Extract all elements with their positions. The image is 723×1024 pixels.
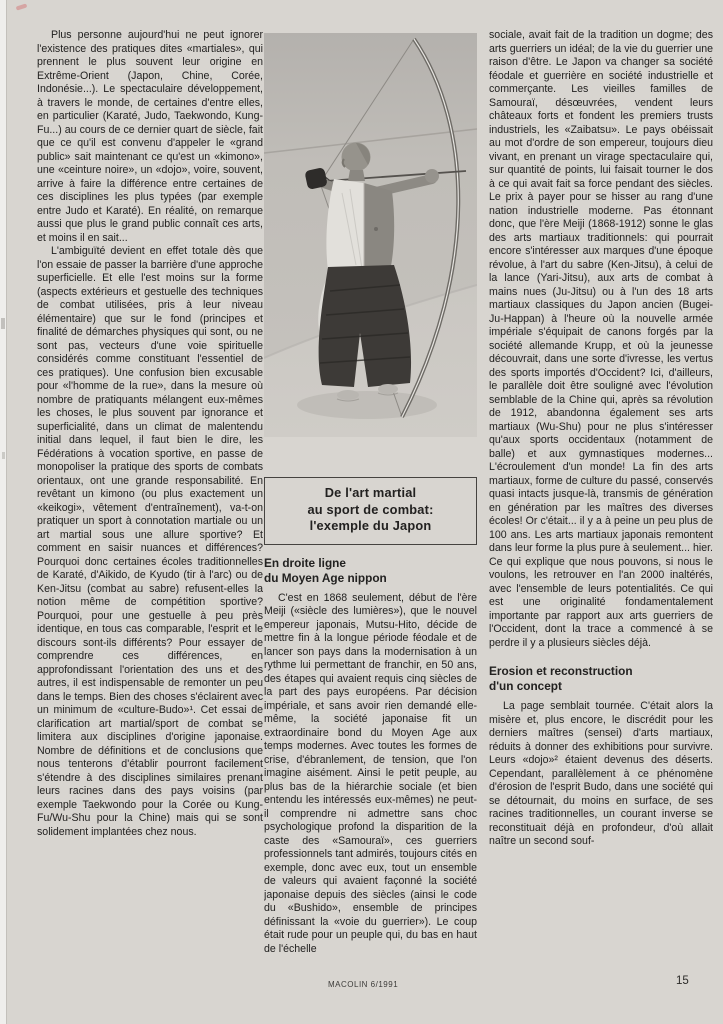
scan-edge-seam [6,0,7,1024]
scan-speck [2,452,5,459]
kyudo-archer-photo [264,33,477,437]
paragraph: L'ambiguïté devient en effet totale dès que l'on essaie de passer la barrière d'une approche superficielle. Et elle l'est moins sur la forme (aspects extérieurs et gestuelle des techniques de combat utilisées, pris à leur niveau élémentaire) que sur le fond (principes et finalité de démarches physiques qui sont, ou ne sont pas, vecteurs d'une voie spirituelle considérés comme constituant l'essentiel de ces pratiques). Une confusion bien excusable pour «l'homme de la rue», dans la mesure où nombre de pratiquants mélangent eux-mêmes les choses, le plus souvent par ignorance et superficialité, dans un climat de malentendu initial dans lequel, il faut bien le dire, les Fédérations à vocation sportive, en passe de monopoliser la pratique des sports de combats orientaux, ont une grande responsabilité. En revêtant un kimono (ou plus exactement un «keikogi», vêtement d'entraînement), va-t-on pratiquer un sport à connotation martiale ou un art martial sous une allure sportive? Et comment en saisir nuances et différences? Pourquoi donc certaines écoles traditionnelles de Karaté, d'Aikido, de Kyudo (tir à l'arc) ou de Ken-Jitsu (combat au sabre) refusent-elles la notion même de compétition sportive? Pourquoi, pour une gestuelle à peu près identique, en tous cas comparable, l'esprit et le discours sont-ils différents? Pour essayer de comprendre ces différences, en approfondissant l'orientation des uns et des autres, il est indispensable de remonter un peu dans le temps. Bien des choses s'éclairent avec un minimum de «culture-Budo»¹. Cet essai de clarification art martial/sport de combat se limitera aux disciplines d'origine japonaise. Nombre de définitions et de conclusions que nous tenterons d'établir pourront facilement s'étendre à des disciplines similaires prenant leurs racines dans des pays voisins (par exemple Taekwondo pour la Corée ou Kung-Fu/Wu-Shu pour la Chine) mais qui se sont solidement implantées chez nous. [37,245,263,838]
middle-column [264,29,477,979]
right-column [489,29,713,969]
section-heading [489,664,713,694]
paragraph: C'est en 1868 seulement, début de l'ère Meiji («siècle des lumières»), que le nouvel empereur japonais, Mutsu-Hito, décide de mettre fin à la longue période féodale et de lancer son pays dans la modernisation à un rythme lui permettant de franchir, en 50 ans, des étapes qui avaient requis cinq siècles de la part des pays européens. Par décision impériale, et sans avoir rien demandé elle-même, la société japonaise fit un extraordinaire bond du Moyen Age aux temps modernes. Avec toutes les formes de crise, d'ébranlement, de tension, que l'on imagine aisément. Ainsi le petit peuple, au plus bas de la hiérarchie sociale (et bien entendu les intéressés eux-mêmes) ne peut-il comprendre ni admettre sans choc psychologique profond la disparition de la caste des «Samouraï», ces guerriers professionnels tant admirés, toujours cités en exemple, donc avec eux, tout un ensemble de valeurs qui avaient façonné la société japonaise depuis des siècles (ainsi le code du «Bushido», ensemble de principes définissant la «voie du guerrier»). Le coup était rude pour un peuple qui, du bas en haut de l'échelle [264,591,477,955]
scan-speck [16,3,28,10]
paragraph: Plus personne aujourd'hui ne peut ignorer l'existence des pratiques dites «martiales», qui prennent le plus souvent leur origine en Extrême-Orient (Japon, Chine, Corée, Indonésie...). Le spectaculaire développement, à travers le monde, de certaines d'entre elles, en particulier (Karaté, Judo, Taekwondo, Kung-Fu...) au cours de ce dernier quart de siècle, fait que ce qu'il est convenu d'appeler le «grand public» sait maintenant ce qu'est un «kimono», une «ceinture noire», un «dojo», voire, souvent, arrive à faire la différence entre certaines de ces disciplines les plus typées (par exemple entre Judo et Karaté). En réalité, on remarque aussi que plus le grand public connaît ces arts, et moins il en sait... [37,29,263,244]
paragraph: sociale, avait fait de la tradition un dogme; des arts guerriers un idéal; de la vie du guerrier une raison d'être. Le Japon va changer sa société féodale et guerrière en société industrielle et commerçante. Les vieilles familles de Samouraï, désœuvrées, vendent leurs châteaux forts et fondent les premiers trusts industriels, les «Zaibatsu». Le pays obéissait au mot d'ordre de son empereur, toujours dieu vivant, en prenant un virage spectaculaire qui, sur quantité de points, lui faisait tourner le dos à ce qui avait fait sa force pendant des siècles. Le prix à payer pour se hisser au rang d'une nation industrielle moderne. Pas étonnant donc, que l'ère Meiji (1868-1912) sonne le glas des arts martiaux traditionnels: qui pourrait encore s'intéresser aux marques d'une époque révolue, à l'art du sabre (Ken-Jitsu), à celui de la lance (Yari-Jitsu), aux arts de combat à mains nues (Ju-Jitsu) ou à l'un des 18 arts martiaux classiques du Japon ancien (Bugei-Ju-Happan) à l'heure où la nouvelle armée impériale s'équipait de canons forgés par la société allemande Krupp, et où la jeunesse découvrait, dans une sorte d'ivresse, les vertus des sports importés d'Occident? Ici, d'ailleurs, le parallèle doit être souligné avec l'évolution semblable de la Chine qui, après sa révolution de 1912, abandonna également ses arts martiaux (Wu-Shu) pour ne plus s'intéresser qu'aux sports occidentaux (notamment de balle) et aux gymnastiques modernes... L'écroulement d'un monde! La fin des arts martiaux, forme de culture du passé, conservés quasi intacts jusque-là, transmis de génération en génération par les maîtres des diverses écoles! Or c'était... il y a à peine un peu plus de 100 ans. Les arts martiaux japonais remontent dans leur forme la plus pure à seulement... hier. Ce qui explique que nous pouvons, si nous le voulons, les retrouver en l'an 2000 inaltérés, avec l'ensemble de leurs potentialités. Ce qui est une originalité fondamentalement importante par rapport aux arts guerriers de l'Occident, dont la trace a commencé à se perdre il y a plusieurs siècles déjà. [489,29,713,649]
article-title-line: l'exemple du Japon [309,518,432,533]
left-column [37,29,263,949]
article-title-box [264,477,477,545]
paragraph: La page semblait tournée. C'était alors la misère et, plus encore, le discrédit pour les derniers maîtres (sensei) d'arts martiaux, réduits à donner des exhibitions pour survivre. Leurs «dojo»² étaient devenus des déserts. Cependant, parallèlement à ce phénomène d'érosion de l'esprit Budo, dans une société qui se détournait, du moins en surface, de ses racines traditionnelles, un courant inverse se reconstituait déjà en profondeur, d'où allait naître un second souf- [489,700,713,847]
section-heading-line: d'un concept [489,679,562,693]
article-title-line: au sport de combat: [307,501,434,517]
article-title-line: De l'art martial [324,485,417,500]
section-heading-line: Erosion et reconstruction [489,664,633,678]
footer-credit: MACOLIN 6/1991 [328,980,399,989]
page-number: 15 [676,975,689,987]
section-heading-line: En droite ligne [264,555,346,570]
scan-speck [1,318,5,329]
section-heading [264,556,477,586]
section-heading-line: du Moyen Age nippon [264,570,387,585]
